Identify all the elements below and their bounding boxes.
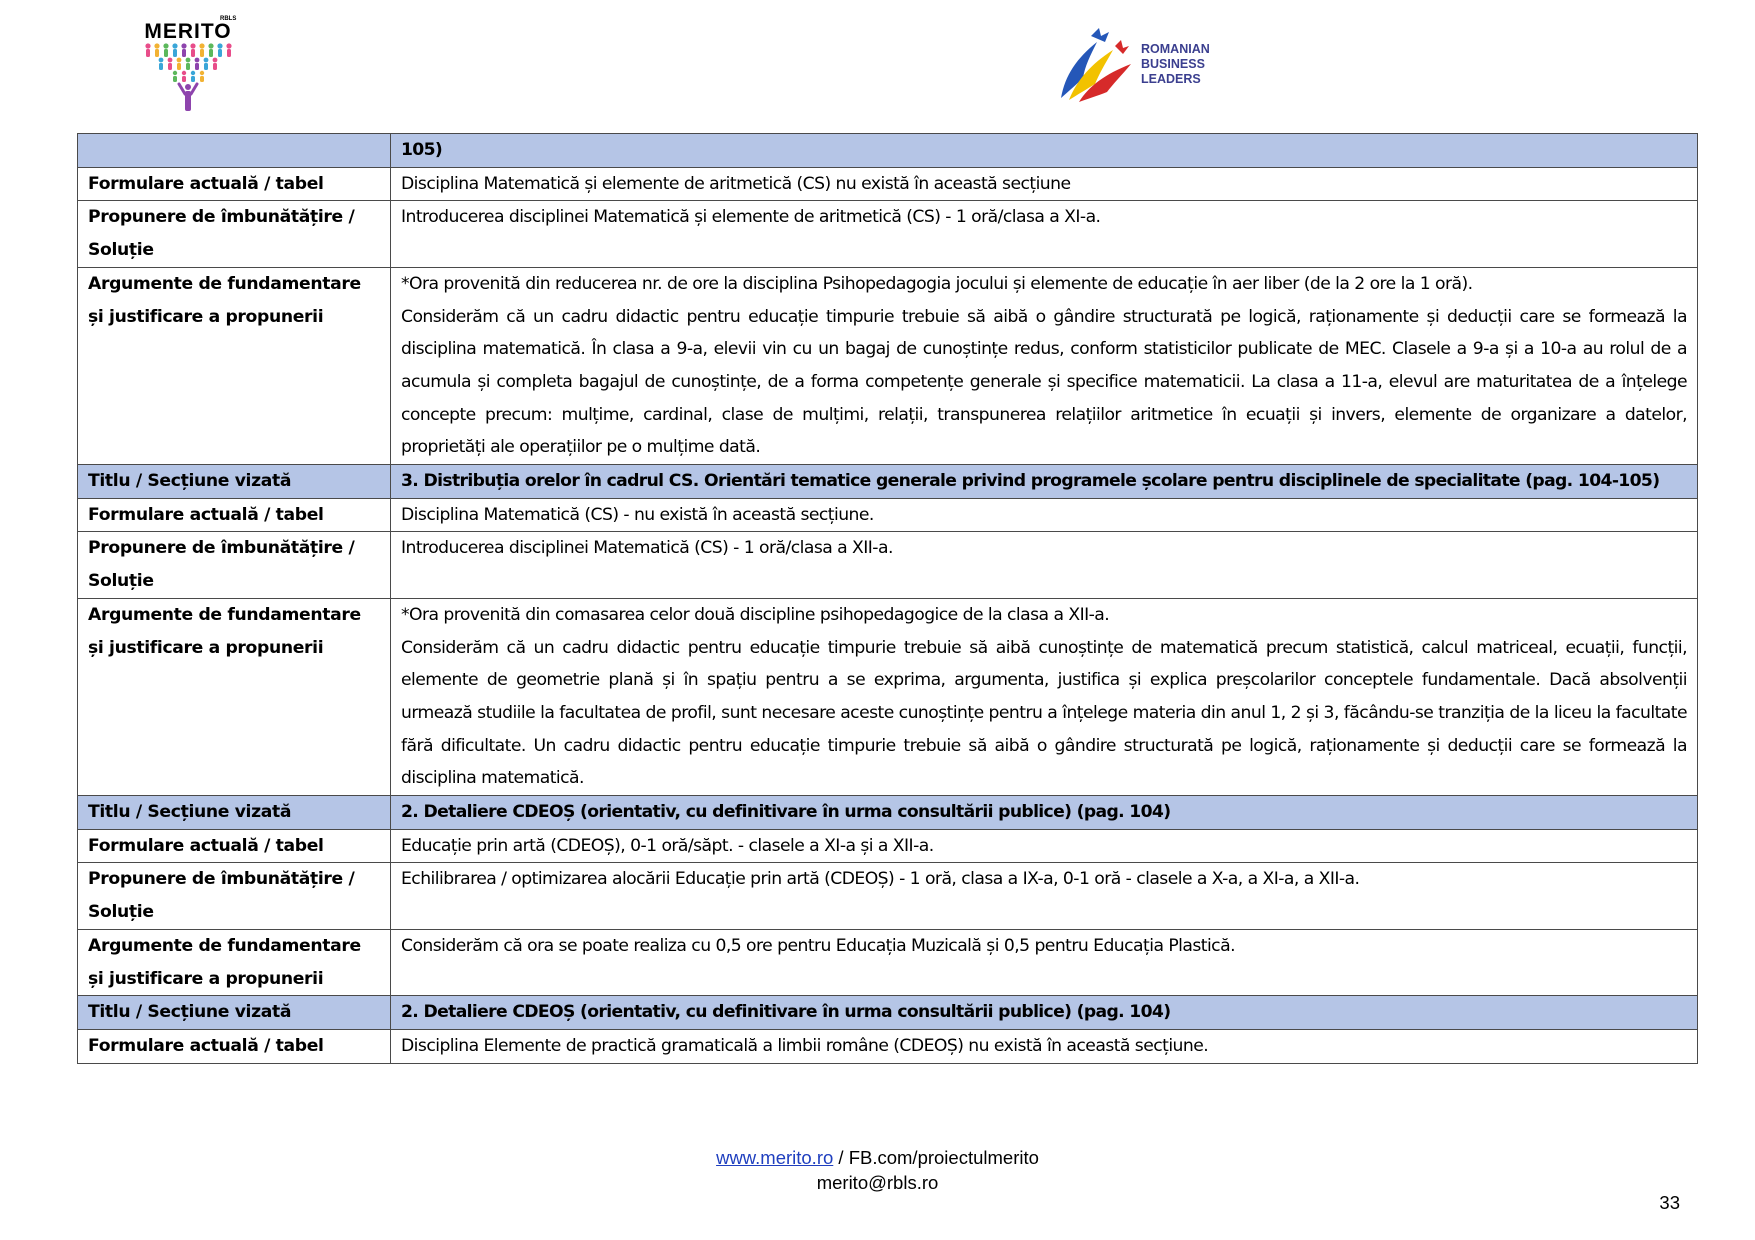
page-number: 33 — [1659, 1192, 1680, 1213]
cell-formulare: Disciplina Matematică (CS) - nu există în această secțiune. — [391, 498, 1698, 532]
row-label-titlu: Titlu / Secțiune vizată — [78, 996, 391, 1030]
table-row — [78, 498, 1698, 532]
rbl-logo-line2: BUSINESS — [1141, 57, 1205, 71]
cell-formulare: Educație prin artă (CDEOȘ), 0-1 oră/săpt. - clasele a XI-a și a XII-a. — [391, 829, 1698, 863]
row-label-propunere: Propunere de îmbunătățire / Soluție — [78, 863, 391, 929]
cell-argumente — [391, 267, 1698, 464]
cell-argumente: Considerăm că ora se poate realiza cu 0,5 ore pentru Educația Muzicală și 0,5 pentru Educația Plastică. — [391, 929, 1698, 995]
footer-line-1 — [0, 1145, 1755, 1170]
section-title: 2. Detaliere CDEOȘ (orientativ, cu definitivare în urma consultării publice) (pag. 104) — [391, 796, 1698, 830]
table-row — [78, 201, 1698, 267]
row-label-argumente: Argumente de fundamentare și justificare a propunerii — [78, 598, 391, 795]
table-row — [78, 532, 1698, 598]
table-row — [78, 465, 1698, 499]
merito-logo-tag: RBLS — [220, 16, 237, 22]
table-row — [78, 996, 1698, 1030]
rbl-logo — [1055, 20, 1255, 110]
argumente-paragraph: *Ora provenită din reducerea nr. de ore la disciplina Psihopedagogia jocului și elemente de educație în aer liber (de la 2 ore la 1 oră). — [401, 273, 1473, 294]
row-label-formulare: Formulare actuală / tabel — [78, 498, 391, 532]
table-row — [78, 796, 1698, 830]
argumente-paragraph: Considerăm că un cadru didactic pentru educație timpurie trebuie să aibă o gândire structurată pe logică, raționamente și deducții care se formează la disciplina matematică. În clasa a 9-a, elevii vin cu un bagaj de cunoștințe redus, conform statisticilor publicate de MEC. Clasele a 9-a și a 10-a au rolul de a acumula și completa bagajul de cunoștințe, de a forma competențe generale și specifice matematicii. La clasa a 11-a, elevul are maturitatea de a înțelege concepte precum: mulțime, cardinal, clase de mulțimi, relații, transpunerea relațiilor aritmetice în ecuații și invers, elemente de organizare a datelor, proprietăți ale operațiilor pe o mulțime dată. — [401, 306, 1687, 458]
row-label-titlu: Titlu / Secțiune vizată — [78, 796, 391, 830]
row-label-formulare: Formulare actuală / tabel — [78, 829, 391, 863]
row-label-argumente: Argumente de fundamentare și justificare a propunerii — [78, 267, 391, 464]
cell-propunere: Echilibrarea / optimizarea alocării Educație prin artă (CDEOȘ) - 1 oră, clasa a IX-a, 0-1 oră - clasele a X-a, a XI-a, a XII-a. — [391, 863, 1698, 929]
cell-formulare: Disciplina Matematică și elemente de aritmetică (CS) nu există în această secțiune — [391, 167, 1698, 201]
proposals-table — [77, 133, 1698, 1064]
cell-propunere: Introducerea disciplinei Matematică și elemente de aritmetică (CS) - 1 oră/clasa a XI-a. — [391, 201, 1698, 267]
row-label-propunere: Propunere de îmbunătățire / Soluție — [78, 532, 391, 598]
facebook-text: / FB.com/proiectulmerito — [833, 1147, 1039, 1168]
section-title: 3. Distribuția orelor în cadrul CS. Orientări tematice generale privind programele școlare pentru disciplinele de specialitate (pag. 104-105) — [391, 465, 1698, 499]
row-label-empty — [78, 134, 391, 168]
page-footer — [0, 1145, 1755, 1195]
cell-argumente — [391, 598, 1698, 795]
cell-propunere: Introducerea disciplinei Matematică (CS) - 1 oră/clasa a XII-a. — [391, 532, 1698, 598]
row-label-argumente: Argumente de fundamentare și justificare a propunerii — [78, 929, 391, 995]
merito-logo-word: MERITO — [144, 20, 232, 43]
argumente-paragraph: Considerăm că un cadru didactic pentru educație timpurie trebuie să aibă cunoștințe de matematică precum statistică, calcul matriceal, ecuații, funcții, elemente de geometrie plană și în spațiu pentru a se exprima, argumenta, justifica și explica preșcolarilor conceptele fundamentale. Dacă absolvenții urmează studiile la facultatea de profil, sunt necesare aceste cunoștințe pentru a înțelege materia din anul 1, 2 și 3, făcându-se tranziția de la liceu la facultate fără dificultate. Un cadru didactic pentru educație timpurie trebuie să aibă o gândire structurată pe logică, raționamente și deducții care se formează la disciplina matematică. — [401, 637, 1687, 789]
section-title: 2. Detaliere CDEOȘ (orientativ, cu definitivare în urma consultării publice) (pag. 104) — [391, 996, 1698, 1030]
row-label-titlu: Titlu / Secțiune vizată — [78, 465, 391, 499]
rbl-logo-text — [1141, 42, 1210, 87]
rbl-logo-line3: LEADERS — [1141, 72, 1201, 86]
row-label-formulare: Formulare actuală / tabel — [78, 1029, 391, 1063]
merito-logo — [140, 16, 250, 110]
argumente-paragraph: *Ora provenită din comasarea celor două discipline psihopedagogice de la clasa a XII-a. — [401, 604, 1110, 625]
rbl-logo-line1: ROMANIAN — [1141, 42, 1210, 56]
cell-formulare: Disciplina Elemente de practică gramaticală a limbii române (CDEOȘ) nu există în această secțiune. — [391, 1029, 1698, 1063]
section-title-continuation: 105) — [391, 134, 1698, 168]
table-row — [78, 167, 1698, 201]
row-label-propunere: Propunere de îmbunătățire / Soluție — [78, 201, 391, 267]
table-row — [78, 863, 1698, 929]
table-row — [78, 829, 1698, 863]
website-link[interactable]: www.merito.ro — [716, 1147, 834, 1168]
table-row — [78, 598, 1698, 795]
rbl-flame-icon — [1055, 20, 1141, 110]
table-row — [78, 1029, 1698, 1063]
footer-email: merito@rbls.ro — [816, 1172, 939, 1193]
row-label-formulare: Formulare actuală / tabel — [78, 167, 391, 201]
table-row — [78, 929, 1698, 995]
table-row — [78, 134, 1698, 168]
table-row — [78, 267, 1698, 464]
merito-people-icon — [140, 42, 236, 114]
